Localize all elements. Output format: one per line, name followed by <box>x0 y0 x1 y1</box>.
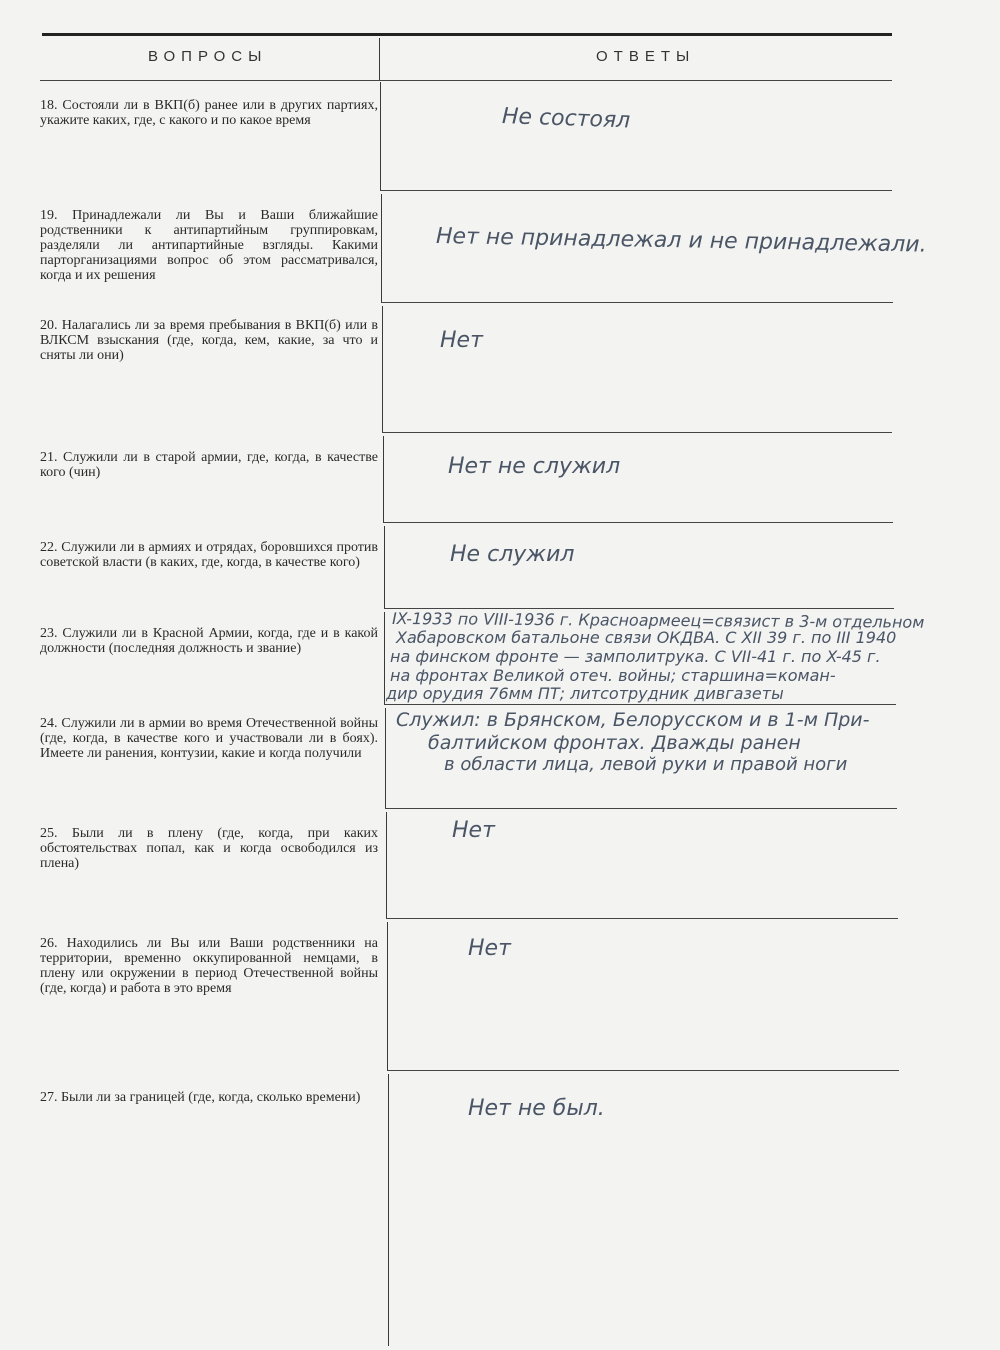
column-divider <box>382 306 383 432</box>
column-divider <box>384 612 385 704</box>
answer-23-line-1: IX-1933 по VIII-1936 г. Красноармеец=связист в 3-м отдельном <box>391 609 925 632</box>
answer-23-line-2: Хабаровском батальоне связи ОКДВА. С XII 39 г. по III 1940 <box>396 628 897 647</box>
question-23: 23. Служили ли в Красной Армии, когда, где и в какой должности (последняя должность и звание) <box>40 626 378 656</box>
answer-21: Нет не служил <box>448 454 621 479</box>
answer-26: Нет <box>468 936 511 961</box>
answer-23-line-4: на фронтах Великой отеч. войны; старшина=коман- <box>390 666 836 685</box>
question-19: 19. Принадлежали ли Вы и Ваши ближайшие родственники к антипартийным группировкам, разделяли ли антипартийные взгляды. Какими парторганизациями вопрос об этом рассматривался, когда и их решения <box>40 208 378 283</box>
answer-22: Не служил <box>450 542 575 567</box>
row-rule <box>380 190 892 191</box>
row-rule <box>384 704 896 705</box>
answer-19: Нет не принадлежал и не принадлежали. <box>435 224 927 258</box>
answer-24-line-3: в области лица, левой руки и правой ноги <box>444 754 848 775</box>
question-24: 24. Служили ли в армии во время Отечественной войны (где, когда, в качестве кого и участвовали ли в боях). Имеете ли ранения, контузии, какие и когда получили <box>40 716 378 761</box>
row-rule <box>387 1070 899 1071</box>
row-rule <box>382 432 892 433</box>
answer-23-line-5: дир орудия 76мм ПТ; литсотрудник дивгазеты <box>386 684 784 703</box>
row-rule <box>386 918 898 919</box>
answer-20: Нет <box>440 328 483 353</box>
question-21: 21. Служили ли в старой армии, где, когда, в качестве кого (чин) <box>40 450 378 480</box>
answer-25: Нет <box>452 818 495 843</box>
question-18: 18. Состояли ли в ВКП(б) ранее или в других партиях, укажите каких, где, с какого и по какое время <box>40 98 378 128</box>
top-rule <box>42 33 892 36</box>
answer-23-line-3: на финском фронте — замполитрука. С VII-41 г. по X-45 г. <box>390 647 881 666</box>
answers-header: ОТВЕТЫ <box>596 48 696 65</box>
column-divider <box>384 526 385 608</box>
row-rule <box>381 302 893 303</box>
column-divider <box>379 38 380 80</box>
column-divider <box>380 82 381 190</box>
row-rule <box>383 522 893 523</box>
column-divider <box>388 1074 389 1346</box>
column-divider <box>386 812 387 918</box>
question-20: 20. Налагались ли за время пребывания в ВКП(б) или в ВЛКСМ взыскания (где, когда, кем, какие, за что и сняты ли они) <box>40 318 378 363</box>
row-rule <box>40 80 892 81</box>
column-divider <box>381 194 382 302</box>
answer-27: Нет не был. <box>468 1096 605 1121</box>
column-divider <box>387 922 388 1070</box>
column-divider <box>385 708 386 808</box>
column-divider <box>383 436 384 522</box>
questions-header: ВОПРОСЫ <box>148 48 268 65</box>
answer-24-line-1: Служил: в Брянском, Белорусском и в 1-м При- <box>396 709 870 731</box>
answer-24-line-2: балтийском фронтах. Дважды ранен <box>428 732 801 754</box>
question-22: 22. Служили ли в армиях и отрядах, боровшихся против советской власти (в каких, где, когда, в качестве кого) <box>40 540 378 570</box>
question-25: 25. Были ли в плену (где, когда, при каких обстоятельствах попал, как и когда освободился из плена) <box>40 826 378 871</box>
answer-18: Не состоял <box>501 104 631 134</box>
question-27: 27. Были ли за границей (где, когда, сколько времени) <box>40 1090 361 1105</box>
question-26: 26. Находились ли Вы или Ваши родственники на территории, временно оккупированной немцами, в плену или окружении в период Отечественной войны (где, когда) и работа в это время <box>40 936 378 996</box>
row-rule <box>385 808 897 809</box>
